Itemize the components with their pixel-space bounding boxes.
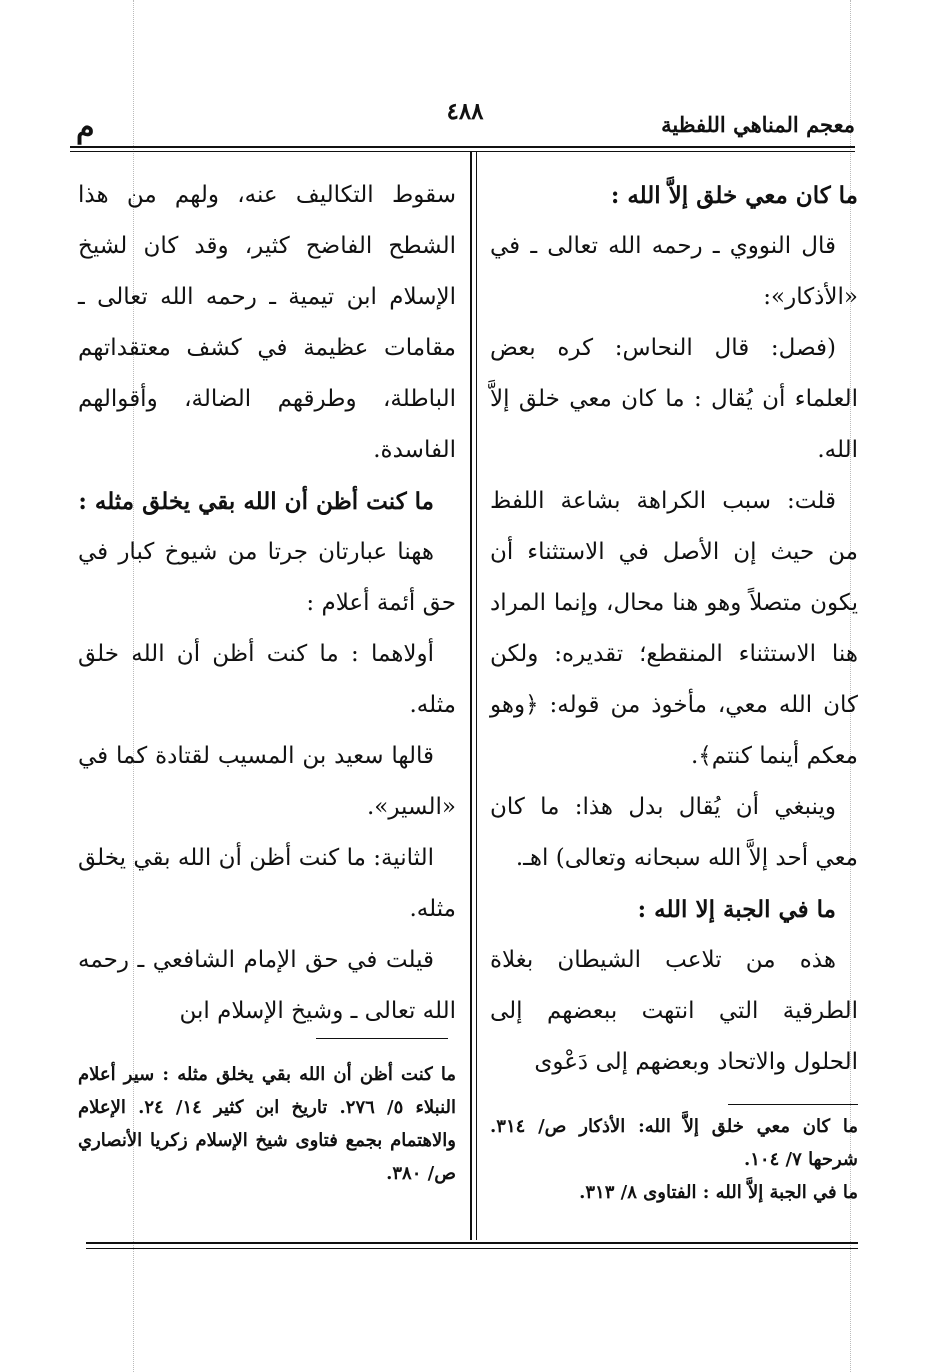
footer-rule-thin xyxy=(86,1248,858,1249)
paragraph: ههنا عبارتان جرتا من شيوخ كبار في حق أئمة أعلام : xyxy=(78,539,456,616)
paragraph: أولاهما : ما كنت أظن أن الله خلق مثله. xyxy=(78,641,456,718)
entry-heading: ما كان معي خلق إلاَّ الله : xyxy=(610,182,858,209)
column-divider-thin xyxy=(476,152,477,1240)
paragraph: قلت: سبب الكراهة بشاعة اللفظ من حيث إن الأصل في الاستثناء أن يكون متصلاً وهو هنا محال، وإنما المراد هنا الاستثناء المنقطع؛ تقديره: ولكن كان الله معي، مأخوذ من قوله: ﴿وهو معكم أينما كنتم﴾. xyxy=(490,488,858,769)
book-title: معجم المناهي اللفظية xyxy=(661,112,855,137)
column-divider xyxy=(470,152,472,1240)
paragraph: قيلت في حق الإمام الشافعي ـ رحمه الله تعالى ـ وشيخ الإسلام ابن xyxy=(78,947,456,1024)
left-column xyxy=(78,170,456,1037)
header-rule-thin xyxy=(70,151,855,152)
page-header xyxy=(70,92,855,144)
entry-heading: ما كنت أظن أن الله بقي يخلق مثله : xyxy=(78,488,434,515)
paragraph: سقوط التكاليف عنه، ولهم من هذا الشطح الفاضح كثير، وقد كان لشيخ الإسلام ابن تيمية ـ رحمه الله تعالى ـ مقامات عظيمة في كشف معتقداتهم الباطلة، وطرقهم الضالة، وأقوالهم الفاسدة. xyxy=(78,182,456,463)
footnote: ما في الجبة إلاَّ الله : الفتاوى ٨/ ٣١٣. xyxy=(579,1182,858,1203)
page-number: ٤٨٨ xyxy=(446,98,484,125)
paragraph: قال النووي ـ رحمه الله تعالى ـ في «الأذكار»: xyxy=(490,233,858,310)
paragraph: (فصل: قال النحاس: كره بعض العلماء أن يُقال : ما كان معي خلق إلاَّ الله. xyxy=(490,335,858,463)
left-footnotes xyxy=(78,1058,456,1190)
footer-rule xyxy=(86,1242,858,1244)
section-letter: م xyxy=(76,110,95,145)
paragraph: الثانية: ما كنت أظن أن الله بقي يخلق مثله. xyxy=(78,845,456,922)
entry-heading: ما في الجبة إلا الله : xyxy=(637,896,836,923)
paragraph: هذه من تلاعب الشيطان بغلاة الطرقية التي انتهت ببعضهم إلى الحلول والاتحاد وبعضهم إلى دَعْوى xyxy=(490,947,858,1075)
right-footnotes xyxy=(490,1110,858,1209)
header-rule xyxy=(70,146,855,148)
footnote: ما كنت أظن أن الله بقي يخلق مثله : سير أعلام النبلاء ٥/ ٢٧٦. تاريخ ابن كثير ١٤/ ٢٤. الإعلام والاهتمام بجمع فتاوى شيخ الإسلام زكريا الأنصاري ص/ ٣٨٠. xyxy=(78,1064,456,1184)
footnote-separator xyxy=(728,1104,858,1105)
paragraph: قالها سعيد بن المسيب لقتادة كما في «السير». xyxy=(78,743,456,820)
paragraph: وينبغي أن يُقال بدل هذا: ما كان معي أحد إلاَّ الله سبحانه وتعالى) اهـ. xyxy=(490,794,858,871)
right-column xyxy=(490,170,858,1088)
footnote: ما كان معي خلق إلاَّ الله: الأذكار ص/ ٣١٤. شرحها ٧/ ١٠٤. xyxy=(490,1116,858,1170)
footnote-separator xyxy=(316,1038,448,1039)
